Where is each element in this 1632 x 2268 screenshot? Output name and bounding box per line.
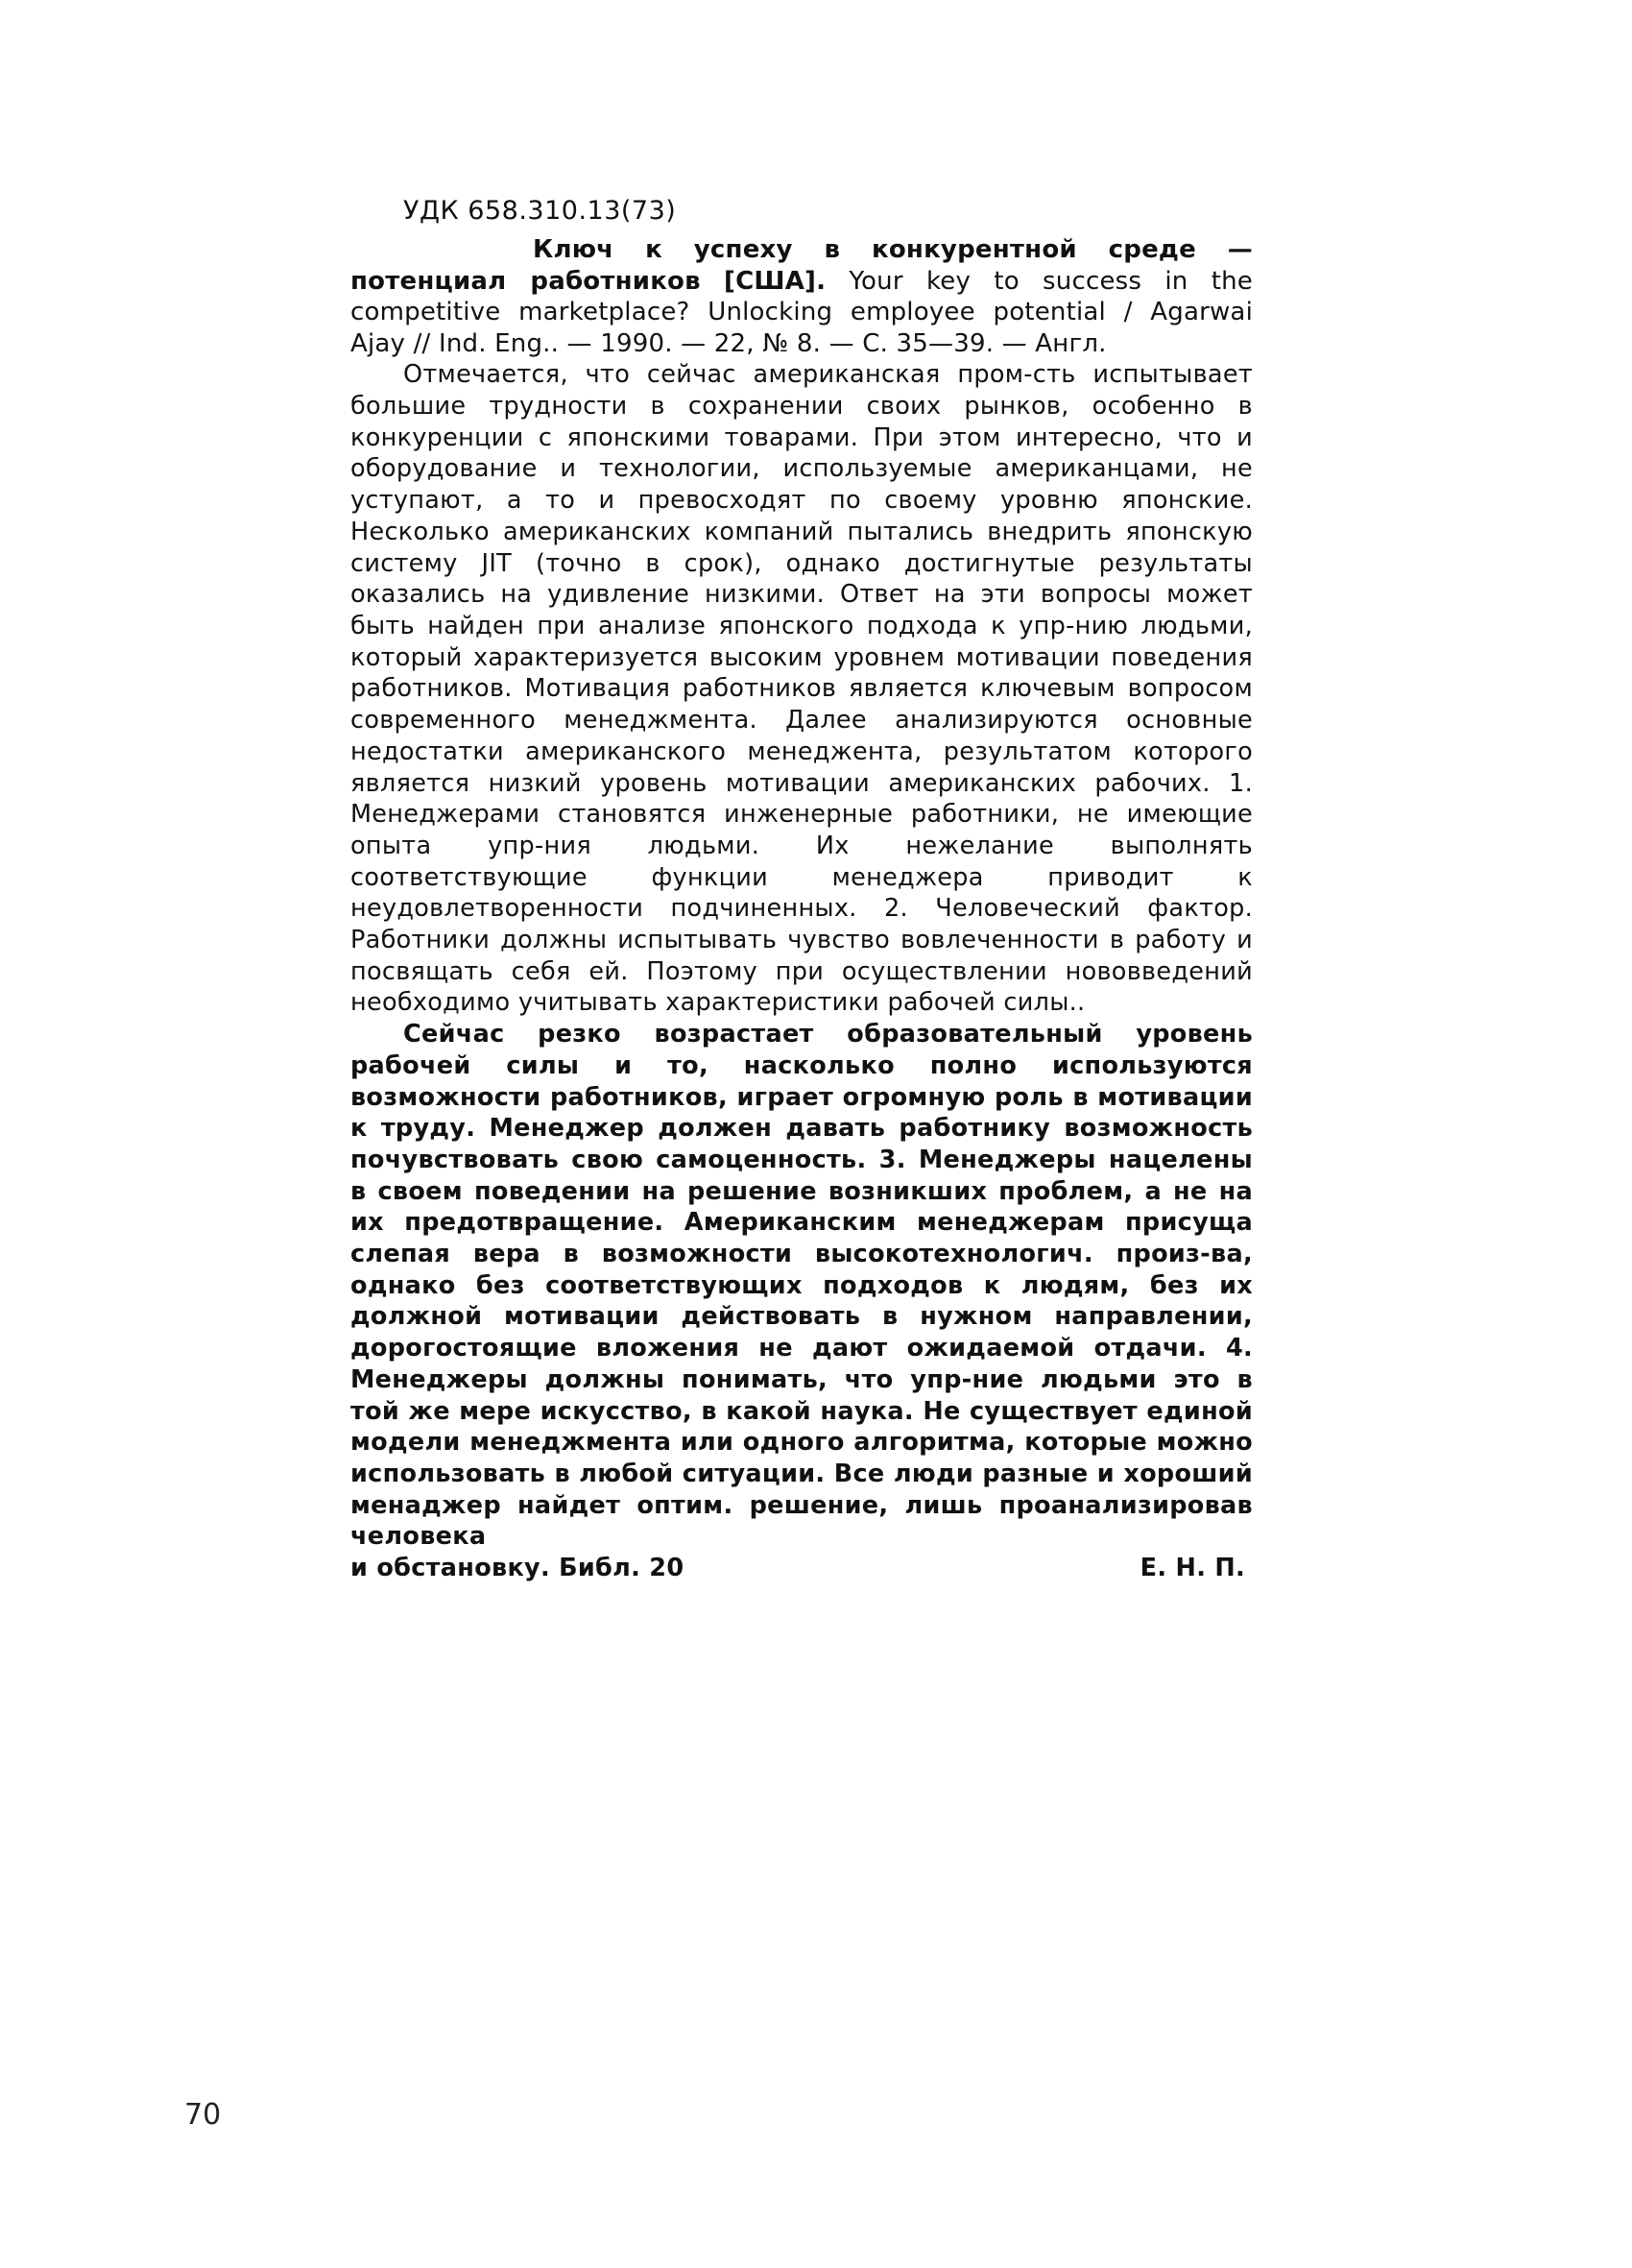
udc-code: УДК 658.310.13(73) bbox=[403, 196, 677, 226]
entry-author-source: / Agarwai Ajay // Ind. Eng.. — 1990. — 22, № 8. — С. 35—39. — Англ. bbox=[350, 298, 1253, 358]
bibliographic-entry bbox=[350, 234, 1253, 359]
page-number: 70 bbox=[184, 2098, 222, 2132]
abstract-closing-line bbox=[350, 1553, 1253, 1584]
bibliography-count: и обстановку. Библ. 20 bbox=[350, 1554, 684, 1583]
abstract-author-initials: Е. Н. П. bbox=[1140, 1554, 1245, 1583]
abstract-body bbox=[350, 359, 1253, 1583]
abstract-column bbox=[350, 192, 1253, 1584]
entry-title-russian: Ключ к успеху в конкурентной среде — потенциал работников bbox=[350, 235, 1253, 296]
abstract-paragraph-2: Сейчас резко возрастает образовательный уровень рабочей силы и то, насколько полно используются возможности работников, играет огромную роль в мотивации к труду. Менеджер должен давать работнику возможность почувствовать свою самоценность. 3. Менеджеры нацелены в своем поведении на решение возникших проблем, а не на их предотвращение. Американским менеджерам присуща слепая вера в возможности высокотехнологич. произ-ва, однако без соответствующих подходов к людям, без их должной мотивации действовать в нужном направлении, дорогостоящие вложения не дают ожидаемой отдачи. 4. Менеджеры должны понимать, что упр-ние людьми это в той же мере искусство, в какой наука. Не существует единой модели менеджмента или одного алгоритма, которые можно использовать в любой ситуации. Все люди разные и хороший менаджер найдет оптим. решение, лишь проанализировав человека bbox=[350, 1020, 1253, 1552]
abstract-paragraph-1: Отмечается, что сейчас американская пром-сть испытывает большие трудности в сохранении своих рынков, особенно в конкуренции с японскими товарами. При этом интересно, что и оборудование и технологии, используемые американцами, не уступают, а то и превосходят по своему уровню японские. Несколько американских компаний пытались внедрить японскую систему JIT (точно в срок), однако достигнутые результаты оказались на удивление низкими. Ответ на эти вопросы может быть найден при анализе японского подхода к упр-нию людьми, который характеризуется высоким уровнем мотивации поведения работников. Мотивация работников является ключевым вопросом современного менеджмента. Далее анализируются основные недостатки американского менеджента, результатом которого является низкий уровень мотивации американских рабочих. 1. Менеджерами становятся инженерные работники, не имеющие опыта упр-ния людьми. Их нежелание выполнять соответствующие функции менеджера приводит к неудовлетворенности подчиненных. 2. Человеческий фактор. Работники должны испытывать чувство вовлеченности в работу и посвящать себя ей. Поэтому при осуществлении нововведений необходимо учитывать характеристики рабочей силы.. bbox=[350, 360, 1253, 1018]
entry-title-english: Your key to success in the competitive marketplace? Unlocking employee potential bbox=[350, 266, 1253, 327]
entry-country: [США]. bbox=[724, 266, 827, 296]
